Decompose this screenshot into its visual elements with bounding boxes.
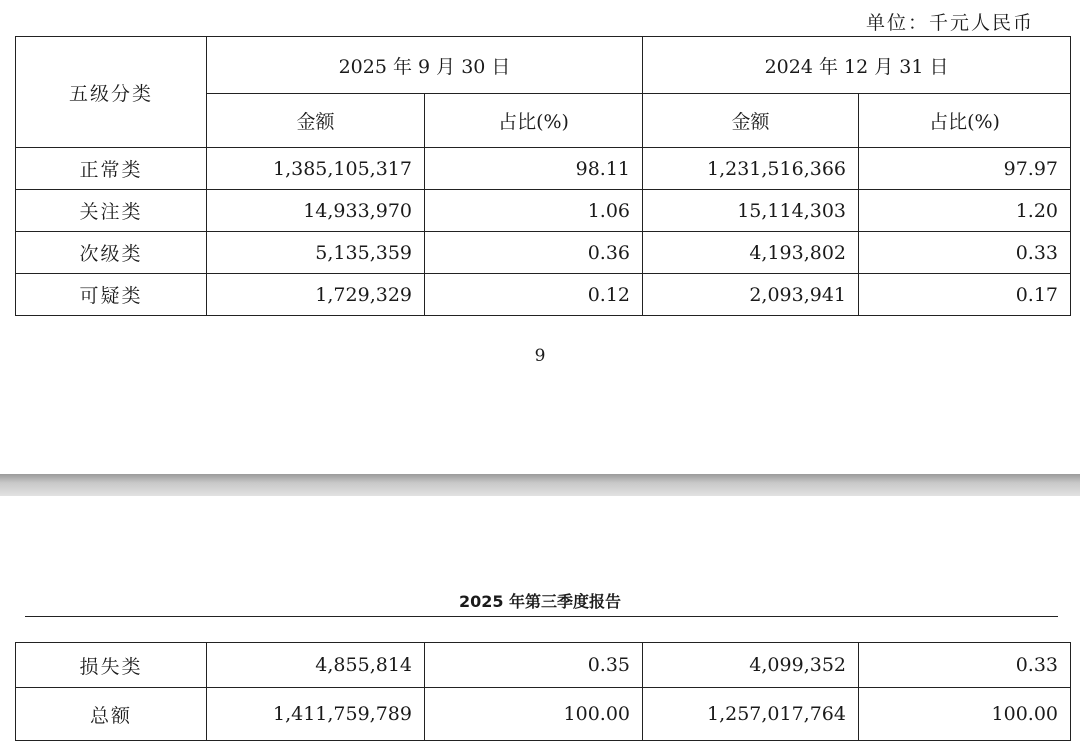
row-ratio-2: 97.97 <box>859 148 1071 190</box>
row-ratio-1: 0.36 <box>425 232 643 274</box>
header-category: 五级分类 <box>16 37 207 148</box>
row-ratio-2: 100.00 <box>859 688 1071 741</box>
table-row <box>16 232 1071 274</box>
row-category: 可疑类 <box>16 274 207 316</box>
header-row-periods <box>16 37 1071 94</box>
header-period-1: 2025 年 9 月 30 日 <box>207 37 643 94</box>
row-amount-1: 1,411,759,789 <box>207 688 425 741</box>
row-amount-2: 4,193,802 <box>643 232 859 274</box>
unit-label: 单位：千元人民币 <box>865 12 1034 34</box>
row-ratio-1: 100.00 <box>425 688 643 741</box>
table-row-total <box>16 688 1071 741</box>
row-category: 关注类 <box>16 190 207 232</box>
report-header-title: 2025 年第三季度报告 <box>458 592 622 611</box>
row-ratio-2: 0.33 <box>859 232 1071 274</box>
classification-table <box>15 36 1071 316</box>
row-category: 损失类 <box>16 643 207 688</box>
row-amount-2: 1,231,516,366 <box>643 148 859 190</box>
row-category: 正常类 <box>16 148 207 190</box>
row-amount-2: 2,093,941 <box>643 274 859 316</box>
page-number: 9 <box>534 346 546 366</box>
row-category: 总额 <box>16 688 207 741</box>
row-ratio-2: 0.17 <box>859 274 1071 316</box>
header-ratio-1: 占比(%) <box>425 94 643 148</box>
header-period-2: 2024 年 12 月 31 日 <box>643 37 1071 94</box>
row-amount-1: 1,385,105,317 <box>207 148 425 190</box>
header-ratio-2: 占比(%) <box>859 94 1071 148</box>
classification-table-continued <box>15 642 1071 741</box>
row-ratio-1: 98.11 <box>425 148 643 190</box>
table-row <box>16 190 1071 232</box>
row-amount-1: 4,855,814 <box>207 643 425 688</box>
row-amount-2: 4,099,352 <box>643 643 859 688</box>
page-break-gap <box>0 474 1080 496</box>
table-row <box>16 643 1071 688</box>
header-rule <box>25 616 1058 617</box>
row-amount-2: 15,114,303 <box>643 190 859 232</box>
row-amount-1: 1,729,329 <box>207 274 425 316</box>
row-category: 次级类 <box>16 232 207 274</box>
row-ratio-2: 1.20 <box>859 190 1071 232</box>
row-amount-1: 5,135,359 <box>207 232 425 274</box>
row-amount-2: 1,257,017,764 <box>643 688 859 741</box>
row-ratio-1: 1.06 <box>425 190 643 232</box>
row-amount-1: 14,933,970 <box>207 190 425 232</box>
header-amount-2: 金额 <box>643 94 859 148</box>
table-row <box>16 274 1071 316</box>
row-ratio-1: 0.35 <box>425 643 643 688</box>
row-ratio-1: 0.12 <box>425 274 643 316</box>
row-ratio-2: 0.33 <box>859 643 1071 688</box>
header-amount-1: 金额 <box>207 94 425 148</box>
table-row <box>16 148 1071 190</box>
